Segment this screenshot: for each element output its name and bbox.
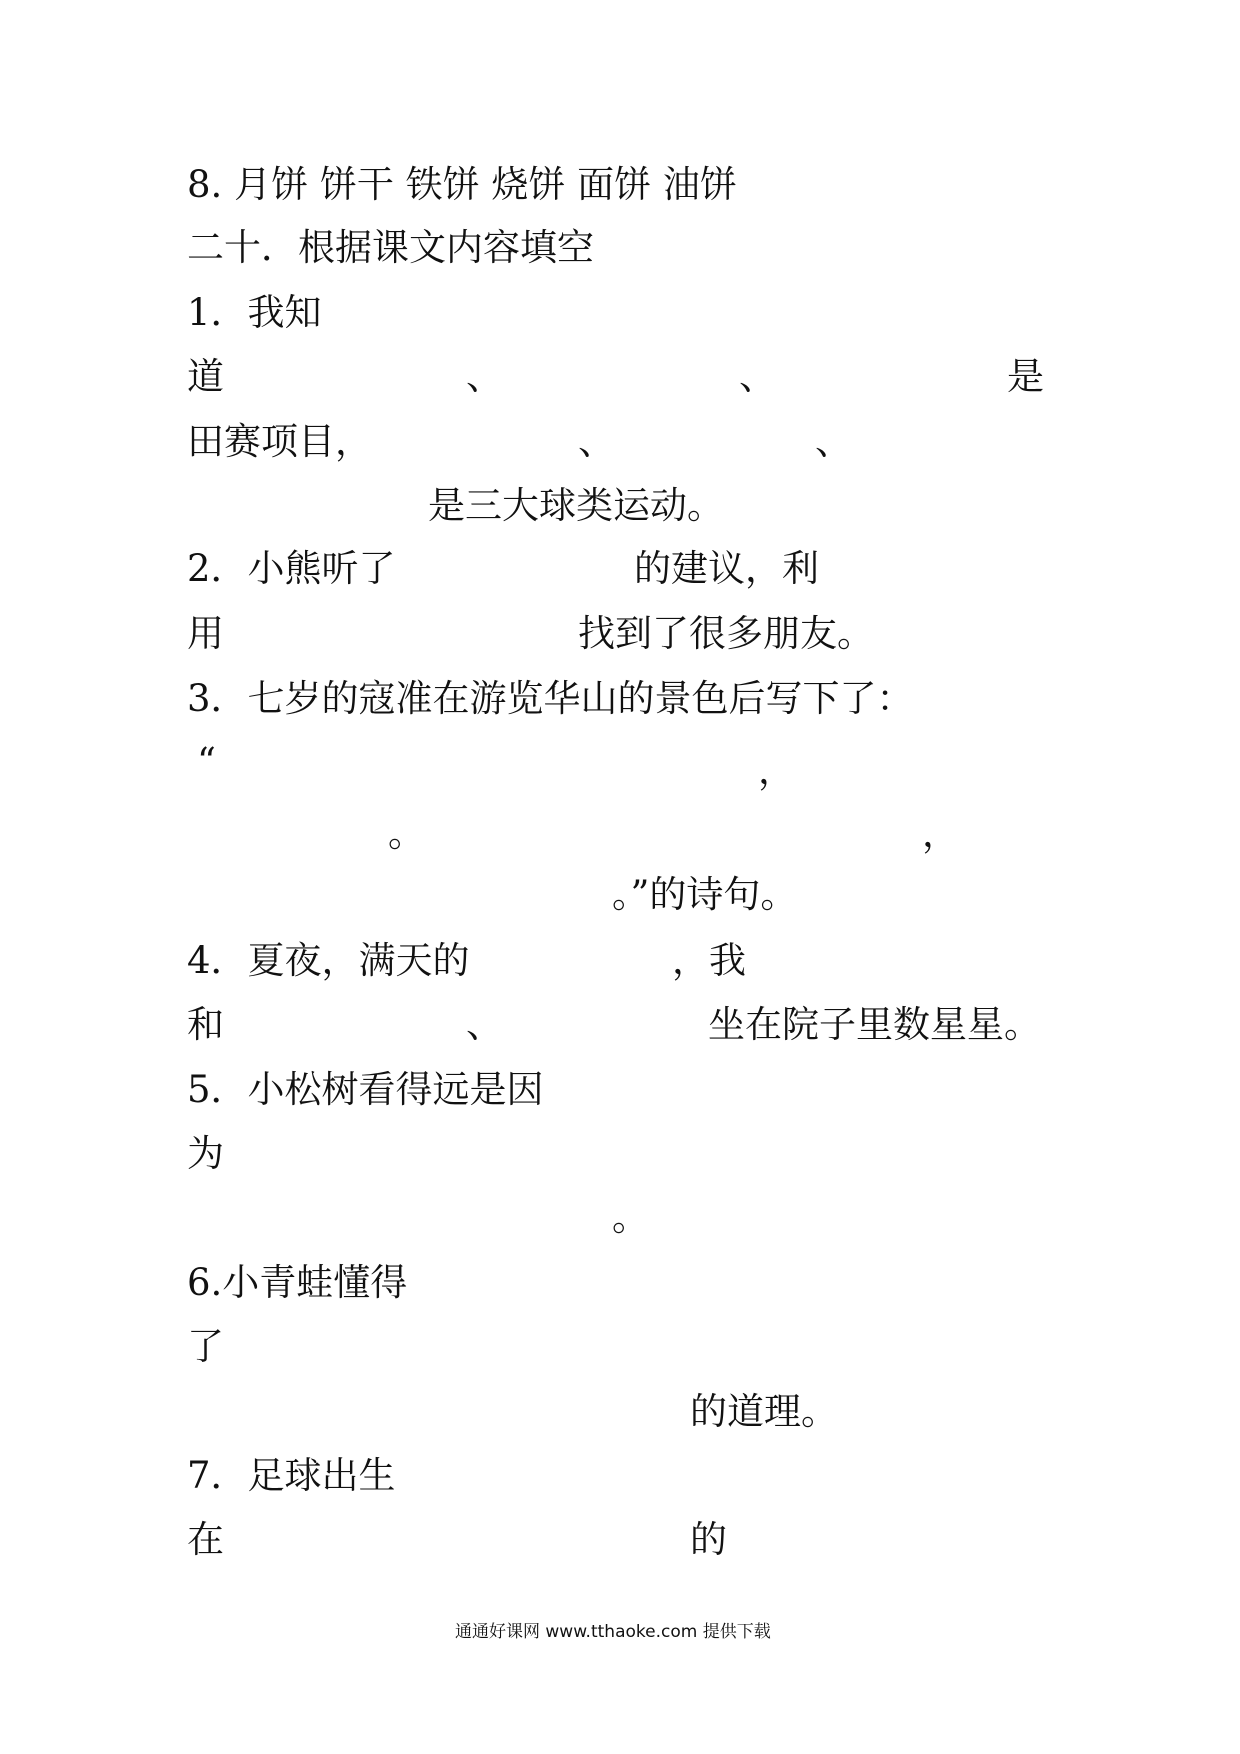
q4-comma: 、	[466, 1003, 503, 1046]
q1-dao: 道	[187, 355, 224, 398]
section-20-heading: 二十．根据课文内容填空	[187, 226, 594, 269]
q1-comma-2: 、	[739, 355, 776, 398]
q2-line-2a: 用	[187, 612, 224, 655]
q7-line-1: 7．足球出生	[187, 1454, 396, 1497]
q3-comma-2: ，	[922, 812, 959, 855]
q5-line-2: 为	[187, 1132, 224, 1175]
item-8-line: 8. 月饼 饼干 铁饼 烧饼 面饼 油饼	[187, 163, 737, 206]
q1-line-4: 是三大球类运动。	[428, 484, 724, 527]
q7-line-2a: 在	[187, 1518, 224, 1561]
q5-period: 。	[612, 1196, 649, 1239]
q2-line-1a: 2．小熊听了	[187, 547, 396, 590]
q1-line-3: 田赛项目，	[187, 420, 372, 463]
q6-line-3: 的道理。	[690, 1390, 838, 1433]
q1-line-1: 1．我知	[187, 291, 322, 334]
q4-line-1a: 4．夏夜，满天的	[187, 939, 470, 982]
q3-comma-1: ，	[758, 749, 795, 792]
q3-open-quote: “	[197, 740, 216, 783]
q3-period-1: 。	[388, 812, 425, 855]
footer-credit: 通通好课网 www.tthaoke.com 提供下载	[455, 1622, 771, 1642]
q4-line-2a: 和	[187, 1003, 224, 1046]
q4-line-2b: 坐在院子里数星星。	[708, 1003, 1041, 1046]
q1-comma-4: 、	[815, 420, 852, 463]
q1-comma-3: 、	[578, 420, 615, 463]
q3-line-4: 。”的诗句。	[612, 873, 798, 916]
q2-line-1b: 的建议，利	[634, 547, 819, 590]
q1-shi: 是	[1007, 355, 1044, 398]
q5-line-1: 5．小松树看得远是因	[187, 1068, 544, 1111]
q4-line-1b: ，我	[672, 939, 746, 982]
q1-comma-1: 、	[466, 355, 503, 398]
q6-line-2: 了	[187, 1325, 224, 1368]
q7-line-2b: 的	[690, 1518, 727, 1561]
q2-line-2b: 找到了很多朋友。	[578, 612, 874, 655]
q6-line-1: 6.小青蛙懂得	[187, 1261, 408, 1304]
q3-line-1: 3．七岁的寇准在游览华山的景色后写下了：	[187, 677, 914, 720]
